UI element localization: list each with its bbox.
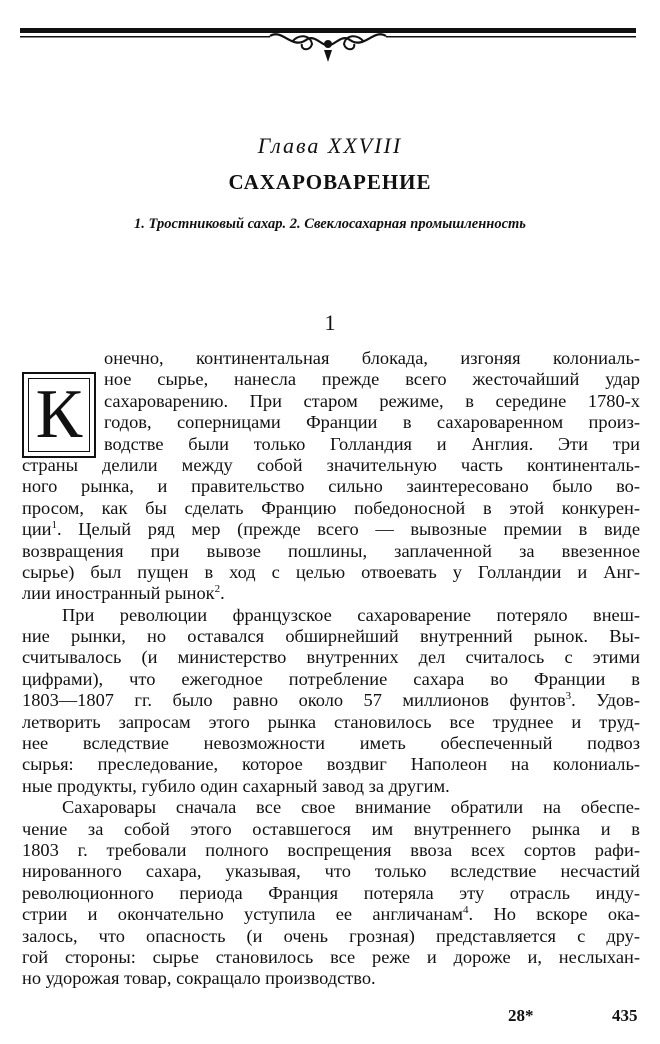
paragraph-2-line-7: нее вследствие невозможности иметь обеспеченный подвоз [22, 733, 640, 754]
chapter-title: САХАРОВАРЕНИЕ [228, 170, 432, 194]
paragraph-3-line-9: но удорожая товар, сокращало производство. [22, 968, 376, 989]
paragraph-1-line-6: страны делили между собой значительную часть континенталь- [22, 454, 640, 475]
chapter-subtitle: 1. Тростниковый сахар. 2. Свеклосахарная промышленность [134, 216, 526, 232]
footnote-ref-2: 2 [214, 583, 221, 596]
line-text: лии иностранный рынок [22, 583, 215, 604]
paragraph-3-line-8: гой стороны: сырье становилось все реже и дороже и, неслыхан- [22, 946, 640, 967]
paragraph-2-line-2: ние рынки, но оставался обширнейший внутренний рынок. Вы- [22, 626, 640, 647]
chapter-label: Глава XXVIII [257, 133, 403, 158]
paragraph-1-line-12 [22, 583, 640, 604]
line-text: 1803—1807 гг. было равно около 57 миллионов фунтов [22, 690, 566, 711]
paragraph-3-line-5: революционного периода Франция потеряла эту отрасль инду- [22, 882, 640, 903]
paragraph-2-line-1: При революции французское сахароварение потеряло внеш- [62, 604, 640, 625]
paragraph-1-line-10: возвращения при вывозе пошлины, заплаченной за ввезенное [22, 540, 640, 561]
paragraph-1-line-3: сахароварению. При старом режиме, в середине 1780-х [104, 390, 640, 411]
line-text: . Удов- [571, 690, 640, 711]
line-text: стрии и окончательно уступила ее англичанам [22, 904, 464, 925]
paragraph-2-line-8: сырья: преследование, которое воздвиг Наполеон на колониаль- [22, 754, 640, 775]
paragraph-1-line-4: годов, соперницами Франции в сахароваренном произ- [104, 412, 640, 433]
paragraph-1-line-5: водстве были только Голландия и Англия. Эти три [104, 433, 640, 454]
paragraph-3-line-3: 1803 г. требовали полного воспрещения ввоза всех сортов рафи- [22, 839, 640, 860]
paragraph-2-line-4: цифрами), что ежегодное потребление сахара во Франции в [22, 668, 640, 689]
paragraph-2-line-6: летворить запросам этого рынка становилось все труднее и труд- [22, 711, 640, 732]
body-text [22, 348, 640, 990]
header-ornament [20, 14, 636, 68]
paragraph-1-line-8: просом, как бы сделать Францию победоносной в этой конкурен- [22, 497, 640, 518]
paragraph-1-line-1: онечно, континентальная блокада, изгоняя колониаль- [104, 348, 640, 368]
paragraph-3-line-4: нированного сахара, указывая, что только вследствие несчастий [22, 861, 640, 882]
section-number: 1 [324, 310, 336, 335]
paragraph-3-line-1: Сахаровары сначала все свое внимание обратили на обеспе- [62, 797, 640, 818]
line-text: . Но вскоре ока- [468, 904, 640, 925]
paragraph-1-line-11: сырье) был пущен в ход с целью отвоевать у Голландии и Анг- [22, 561, 640, 582]
paragraph-1-line-2: ное сырье, нанесла прежде всего жесточайший удар [104, 369, 640, 390]
paragraph-3-line-6 [22, 904, 640, 925]
drop-cap-letter: К [28, 378, 90, 452]
paragraph-1-line-9 [22, 519, 640, 540]
line-text: . [220, 583, 225, 604]
page-number: 435 [612, 1006, 638, 1025]
paragraph-3-line-7: залось, что опасность (и очень грозная) представляется с дру- [22, 925, 640, 946]
paragraph-1-line-7: ного рынка, и правительство сильно заинтересовано было во- [22, 476, 640, 497]
signature-mark: 28* [508, 1006, 534, 1025]
paragraph-2-line-9: ные продукты, губило один сахарный завод за другим. [22, 775, 450, 796]
paragraph-2-line-3: считывалось (и министерство внутренних дел считалось с этими [22, 647, 640, 668]
paragraph-3-line-2: чение за собой этого оставшегося им внутреннего рынка и в [22, 818, 640, 839]
drop-cap [22, 372, 96, 458]
line-text: . Целый ряд мер (прежде всего — вывозные премии в виде [57, 519, 640, 540]
paragraph-2-line-5 [22, 690, 640, 711]
footnote-ref-4: 4 [463, 904, 469, 917]
line-text: ции [22, 519, 52, 540]
footnote-ref-3: 3 [565, 690, 572, 703]
footnote-ref-1: 1 [51, 519, 58, 531]
